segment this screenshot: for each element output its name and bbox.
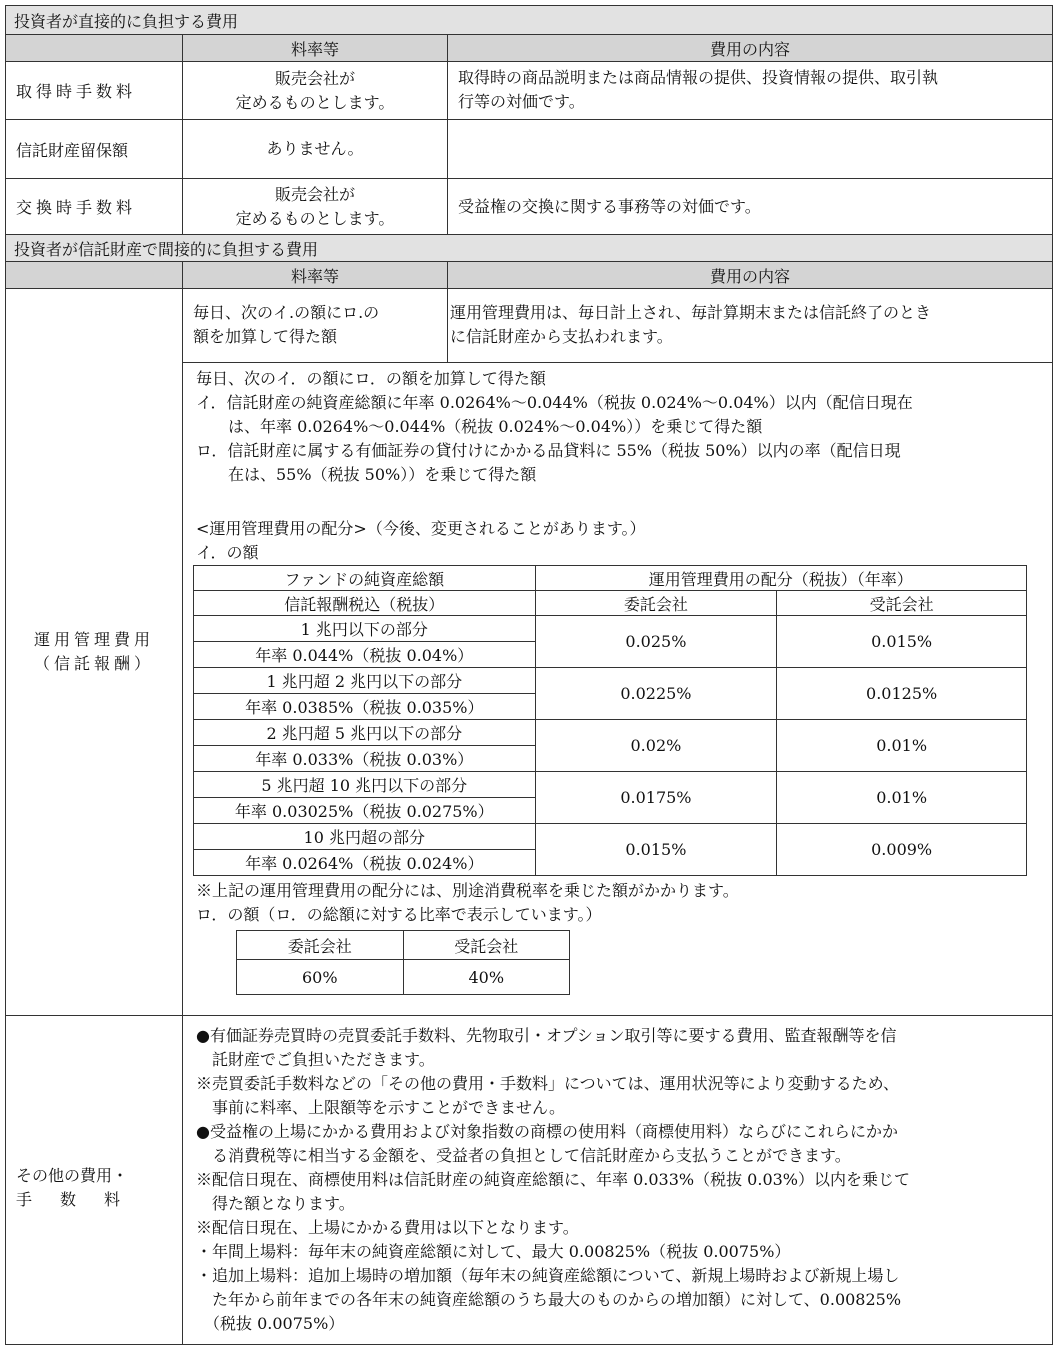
mgmt-split-heading <box>196 517 1046 565</box>
indirect-header-content-text: 費用の内容 <box>709 266 790 286</box>
split-subheader-row <box>194 591 1027 616</box>
rate-cell: 年率 0.033%（税抜 0.03%） <box>194 746 536 772</box>
table-row <box>194 616 1027 642</box>
content-line: 運用管理費用は、毎日計上され、毎計算期末または信託終了のとき <box>450 303 931 322</box>
mgmt-notes <box>196 879 1046 927</box>
other-line: た年から前年までの各年末の純資産総額のうち最大のものからの増加額）に対して、0.00825% <box>196 1290 902 1309</box>
other-fees-label <box>6 1016 183 1344</box>
mgmt-rate-text <box>193 301 379 349</box>
ratio-value-trustor: 60% <box>237 960 404 995</box>
other-line: ※配信日現在、商標使用料は信託財産の純資産総額に、年率 0.033%（税抜 0.03%）以内を乗じて <box>196 1170 911 1189</box>
other-fees-label-text <box>16 1164 128 1212</box>
row-label <box>6 120 183 178</box>
rate-cell: 年率 0.03025%（税抜 0.0275%） <box>194 798 536 824</box>
rate-line: 定めるものとします。 <box>235 208 395 228</box>
fee-split-table <box>193 565 1027 876</box>
other-line: る消費税等に相当する金額を、受益者の負担として信託財産から支払うことができます。 <box>196 1146 851 1165</box>
indirect-header-content <box>448 262 1052 288</box>
row-label-text: 取得時手数料 <box>16 82 137 101</box>
table-row <box>194 668 1027 694</box>
mgmt-content-text <box>450 301 931 349</box>
other-line: 託財産でご負担いただきます。 <box>196 1050 435 1069</box>
content-line: 取得時の商品説明または商品情報の提供、投資情報の提供、取引執 <box>458 68 939 87</box>
row-rate <box>183 179 448 234</box>
direct-header-rate-text: 料率等 <box>290 39 339 59</box>
mgmt-rate-cell <box>183 289 448 363</box>
content-line: 行等の対価です。 <box>458 92 585 111</box>
tier-cell: 5 兆円超 10 兆円以下の部分 <box>194 772 536 798</box>
other-fees-content <box>196 1024 1046 1336</box>
row-content <box>458 66 1048 114</box>
body-line: ロ．信託財産に属する有価証券の貸付けにかかる品貸料に 55%（税抜 50%）以内の率（配信日現 <box>196 441 901 460</box>
indirect-header-blank <box>6 262 183 288</box>
row-content <box>458 179 1048 234</box>
tier-cell: 1 兆円以下の部分 <box>194 616 536 642</box>
table-row <box>194 720 1027 746</box>
rate-line: ありません。 <box>266 139 364 158</box>
trustor-cell: 0.02% <box>535 720 777 772</box>
body-line: 在は、55%（税抜 50%））を乗じて得た額 <box>196 465 537 484</box>
other-line: ●受益権の上場にかかる費用および対象指数の商標の使用料（商標使用料）ならびにこれらにかか <box>196 1122 898 1141</box>
direct-header-blank <box>6 35 183 61</box>
fee-table <box>5 5 1053 1345</box>
ratio-value-trustee: 40% <box>403 960 570 995</box>
direct-row-exchange <box>6 179 1052 235</box>
trustee-cell: 0.01% <box>777 772 1027 824</box>
split-subtitle: イ．の額 <box>196 543 259 562</box>
indirect-header-rate <box>183 262 448 288</box>
direct-header-rate <box>183 35 448 61</box>
other-line: 事前に料率、上限額等を示すことができません。 <box>196 1098 565 1117</box>
mgmt-content-cell <box>448 289 1052 363</box>
ro-ratio-table <box>236 930 570 995</box>
split-header-allocation: 運用管理費用の配分（税抜）（年率） <box>535 566 1026 591</box>
ratio-header-trustor: 委託会社 <box>237 931 404 960</box>
ro-title: ロ．の額（ロ．の総額に対する比率で表示しています。） <box>196 905 602 924</box>
note-line: ※上記の運用管理費用の配分には、別途消費税率を乗じた額がかかります。 <box>196 881 739 900</box>
ratio-header-trustee: 受託会社 <box>403 931 570 960</box>
split-header-trustor: 委託会社 <box>535 591 777 616</box>
table-row <box>194 772 1027 798</box>
indirect-section-title-text: 投資者が信託財産で間接的に負担する費用 <box>14 239 319 259</box>
other-line: ・年間上場料：毎年末の純資産総額に対して、最大 0.00825%（税抜 0.0075%） <box>196 1242 791 1261</box>
direct-header-content <box>448 35 1052 61</box>
row-label-text: 信託財産留保額 <box>16 140 129 160</box>
split-header-rate: 信託報酬税込（税抜） <box>194 591 536 616</box>
row-label <box>6 179 183 234</box>
body-line: 毎日、次のイ．の額にロ．の額を加算して得た額 <box>196 369 546 388</box>
mgmt-body-text <box>196 367 1046 487</box>
other-fees-row <box>6 1016 1052 1344</box>
rate-line: 額を加算して得た額 <box>193 327 338 346</box>
rate-line: 毎日、次のイ.の額にロ.の <box>193 303 380 322</box>
rate-line: 定めるものとします。 <box>235 92 395 112</box>
row-rate <box>183 120 448 178</box>
direct-row-retention <box>6 120 1052 179</box>
mgmt-label-line: （信託報酬） <box>33 654 154 673</box>
trustee-cell: 0.0125% <box>777 668 1027 720</box>
other-line: （税抜 0.0075%） <box>196 1314 345 1333</box>
direct-row-acquisition <box>6 62 1052 120</box>
other-line: ●有価証券売買時の売買委託手数料、先物取引・オプション取引等に要する費用、監査報酬等を信 <box>196 1026 897 1045</box>
body-line: は、年率 0.0264%～0.044%（税抜 0.024%～0.04%））を乗じて得た額 <box>196 417 763 436</box>
trustor-cell: 0.0175% <box>535 772 777 824</box>
rate-line: 販売会社が <box>274 184 355 204</box>
rate-cell: 年率 0.0264%（税抜 0.024%） <box>194 850 536 876</box>
ratio-value-row <box>237 960 570 995</box>
other-line: ※配信日現在、上場にかかる費用は以下となります。 <box>196 1218 579 1237</box>
other-label-line: 手 数 料 <box>16 1190 127 1209</box>
mgmt-label-line: 運用管理費用 <box>33 630 154 649</box>
trustee-cell: 0.009% <box>777 824 1027 876</box>
trustee-cell: 0.01% <box>777 720 1027 772</box>
tier-cell: 2 兆円超 5 兆円以下の部分 <box>194 720 536 746</box>
indirect-header-rate-text: 料率等 <box>290 266 339 286</box>
row-content <box>448 120 1052 178</box>
direct-header-row <box>6 35 1052 62</box>
ratio-header-row <box>237 931 570 960</box>
tier-cell: 1 兆円超 2 兆円以下の部分 <box>194 668 536 694</box>
tier-cell: 10 兆円超の部分 <box>194 824 536 850</box>
split-header-row <box>194 566 1027 591</box>
trustee-cell: 0.015% <box>777 616 1027 668</box>
indirect-section-title <box>6 235 1052 262</box>
row-label <box>6 62 183 119</box>
split-header-trustee: 受託会社 <box>777 591 1027 616</box>
body-line: イ．信託財産の純資産総額に年率 0.0264%～0.044%（税抜 0.024%～0.04%）以内（配信日現在 <box>196 393 913 412</box>
table-row <box>194 824 1027 850</box>
content-line: 受益権の交換に関する事務等の対価です。 <box>458 196 761 216</box>
rate-cell: 年率 0.044%（税抜 0.04%） <box>194 642 536 668</box>
mgmt-fee-label <box>6 289 183 1015</box>
content-line: に信託財産から支払われます。 <box>450 327 673 346</box>
direct-section-title <box>6 6 1052 35</box>
other-line: ※売買委託手数料などの「その他の費用・手数料」については、運用状況等により変動するため、 <box>196 1074 900 1093</box>
row-rate <box>183 62 448 119</box>
trustor-cell: 0.015% <box>535 824 777 876</box>
other-line: ・追加上場料：追加上場時の増加額（毎年末の純資産総額について、新規上場時および新規上場し <box>196 1266 900 1285</box>
split-header-assets: ファンドの純資産総額 <box>194 566 536 591</box>
indirect-header-row <box>6 262 1052 289</box>
trustor-cell: 0.0225% <box>535 668 777 720</box>
row-label-text: 交換時手数料 <box>16 198 137 217</box>
other-label-line: その他の費用・ <box>16 1166 129 1185</box>
split-title: <運用管理費用の配分>（今後、変更されることがあります。） <box>196 519 646 538</box>
trustor-cell: 0.025% <box>535 616 777 668</box>
other-line: 得た額となります。 <box>196 1194 355 1213</box>
mgmt-fee-row <box>6 289 1052 1016</box>
rate-line: 販売会社が <box>274 68 355 88</box>
direct-section-title-text: 投資者が直接的に負担する費用 <box>14 11 239 31</box>
rate-cell: 年率 0.0385%（税抜 0.035%） <box>194 694 536 720</box>
direct-header-content-text: 費用の内容 <box>709 39 790 59</box>
